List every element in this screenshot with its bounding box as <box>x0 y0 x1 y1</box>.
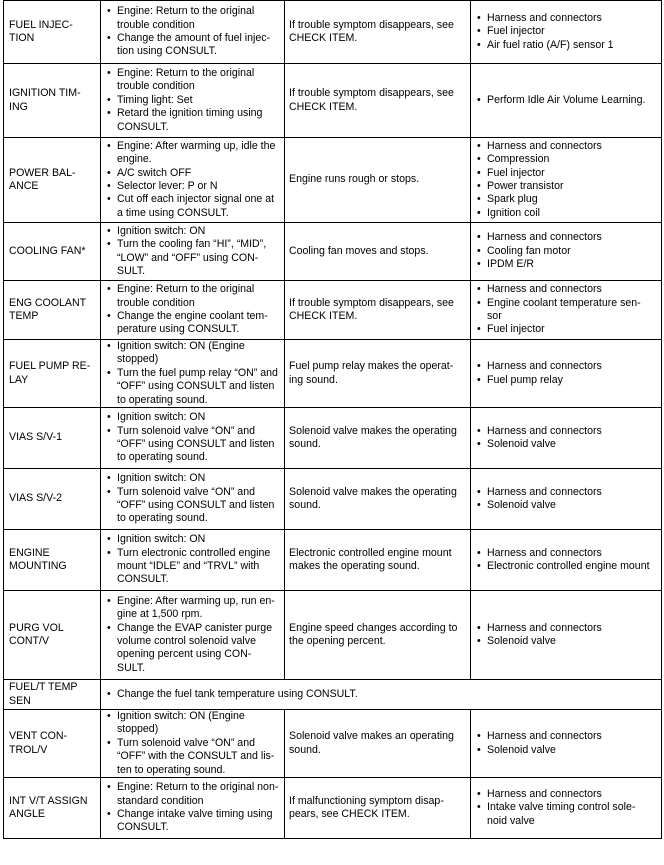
bullet-item <box>105 533 281 546</box>
check-item-cell <box>471 138 662 223</box>
bullet-text: Harness and connectors <box>487 621 602 634</box>
description-text: Electronic controlled engine mount makes the operating sound. <box>289 546 452 573</box>
test-item-name: PURG VOL CONT/V <box>9 621 64 648</box>
test-item-name: INT V/T ASSIGN ANGLE <box>9 794 88 821</box>
bullet-text: Turn the cooling fan “HI”, “MID”, “LOW” and “OFF” using CON- SULT. <box>117 238 267 277</box>
condition-list <box>105 688 658 701</box>
bullet-item <box>475 140 661 153</box>
description-text: Fuel pump relay makes the operat- ing sound. <box>289 360 454 386</box>
condition-cell <box>101 469 285 530</box>
bullet-text: Engine: After warming up, idle the engine. <box>117 139 276 166</box>
table-row <box>4 469 662 530</box>
table-row <box>4 1 662 64</box>
bullet-text: Change intake valve timing using CONSULT. <box>117 808 273 834</box>
work-support-table <box>3 0 662 839</box>
description-cell <box>285 1 471 64</box>
test-item-name: VENT CON- TROL/V <box>9 730 68 756</box>
test-item-name: VIAS S/V-1 <box>9 431 62 444</box>
bullet-text: Engine: After warming up, run en- gine at 1,500 rpm. <box>117 594 275 621</box>
bullet-text: Ignition switch: ON (Engine stopped) <box>117 340 245 366</box>
bullet-text: Intake valve timing control sole- noid valve <box>487 801 636 827</box>
bullet-text: Perform Idle Air Volume Learning. <box>487 93 646 106</box>
condition-list <box>105 140 281 220</box>
condition-cell <box>101 408 285 469</box>
condition-list <box>105 595 281 675</box>
bullet-text: Ignition switch: ON <box>117 533 206 546</box>
test-item-cell <box>4 680 101 710</box>
bullet-item <box>475 744 661 757</box>
bullet-text: Harness and connectors <box>487 11 602 24</box>
check-item-cell <box>471 469 662 530</box>
condition-cell <box>101 680 662 710</box>
bullet-item <box>105 411 281 424</box>
bullet-item <box>475 788 661 801</box>
description-cell <box>285 138 471 223</box>
bullet-text: Harness and connectors <box>487 360 602 373</box>
bullet-text: IPDM E/R <box>487 258 535 271</box>
bullet-text: Ignition switch: ON <box>117 411 206 424</box>
description-cell <box>285 530 471 591</box>
bullet-text: Harness and connectors <box>487 485 602 498</box>
bullet-item <box>475 635 661 648</box>
check-item-list <box>475 231 661 271</box>
test-item-name: COOLING FAN* <box>9 244 86 257</box>
test-item-cell <box>4 64 101 138</box>
bullet-item <box>105 32 281 59</box>
check-item-cell <box>471 591 662 680</box>
condition-list <box>105 781 281 835</box>
bullet-item <box>475 231 661 244</box>
bullet-text: Change the EVAP canister purge volume control solenoid valve opening percent using CON- SULT. <box>117 621 273 674</box>
bullet-text: Engine coolant temperature sen- sor <box>487 296 641 322</box>
table-row <box>4 138 662 223</box>
bullet-text: Fuel injector <box>487 25 545 38</box>
bullet-item <box>105 5 281 32</box>
bullet-text: Harness and connectors <box>487 283 602 296</box>
bullet-text: Fuel injector <box>487 323 545 336</box>
check-item-cell <box>471 778 662 839</box>
bullet-item <box>475 622 661 635</box>
bullet-item <box>475 245 661 258</box>
check-item-list <box>475 140 661 220</box>
bullet-text: Turn solenoid valve “ON” and “OFF” with the CONSULT and lis- ten to operating sound. <box>117 736 275 776</box>
bullet-item <box>475 283 661 296</box>
bullet-item <box>475 12 661 25</box>
bullet-item <box>475 167 661 180</box>
bullet-item <box>105 808 281 835</box>
bullet-item <box>475 486 661 499</box>
test-item-cell <box>4 530 101 591</box>
check-item-cell <box>471 281 662 340</box>
condition-cell <box>101 64 285 138</box>
check-item-list <box>475 730 661 757</box>
description-text: Solenoid valve makes the operating sound. <box>289 424 457 451</box>
bullet-item <box>105 225 281 238</box>
check-item-list <box>475 283 661 337</box>
bullet-item <box>105 688 658 701</box>
bullet-item <box>475 801 661 828</box>
bullet-text: Selector lever: P or N <box>117 180 218 192</box>
bullet-text: Change the amount of fuel injec- tion using CONSULT. <box>117 32 271 58</box>
table-row <box>4 530 662 591</box>
description-cell <box>285 340 471 408</box>
test-item-name: FUEL INJEC- TION <box>9 18 73 44</box>
bullet-text: Change the fuel tank temperature using CONSULT. <box>117 687 358 700</box>
condition-cell <box>101 530 285 591</box>
bullet-item <box>475 560 661 573</box>
bullet-text: Change the engine coolant tem- perature using CONSULT. <box>117 310 268 336</box>
bullet-text: Power transistor <box>487 180 564 192</box>
bullet-item <box>475 193 661 206</box>
bullet-text: Solenoid valve <box>487 438 556 451</box>
description-text: If trouble symptom disappears, see CHECK ITEM. <box>289 18 454 44</box>
bullet-text: Harness and connectors <box>487 787 602 800</box>
bullet-item <box>105 167 281 180</box>
check-item-cell <box>471 64 662 138</box>
bullet-item <box>475 499 661 512</box>
bullet-item <box>475 258 661 271</box>
bullet-text: Solenoid valve <box>487 635 556 648</box>
bullet-text: Harness and connectors <box>487 424 602 437</box>
description-cell <box>285 223 471 281</box>
check-item-cell <box>471 408 662 469</box>
bullet-item <box>105 94 281 107</box>
test-item-cell <box>4 710 101 778</box>
bullet-item <box>105 310 281 337</box>
description-text: Engine speed changes according to the opening percent. <box>289 621 458 648</box>
condition-cell <box>101 710 285 778</box>
bullet-text: Harness and connectors <box>487 139 602 152</box>
bullet-item <box>475 323 661 336</box>
test-item-cell <box>4 281 101 340</box>
bullet-text: Engine: Return to the original non-standard condition <box>117 781 279 807</box>
description-text: If malfunctioning symptom disap- pears, see CHECK ITEM. <box>289 794 444 821</box>
bullet-item <box>105 193 281 220</box>
bullet-text: Ignition switch: ON <box>117 472 206 485</box>
bullet-item <box>475 730 661 743</box>
bullet-text: Engine: Return to the original trouble condition <box>117 283 255 309</box>
description-cell <box>285 469 471 530</box>
bullet-item <box>475 297 661 324</box>
description-cell <box>285 778 471 839</box>
bullet-item <box>105 67 281 94</box>
check-item-list <box>475 788 661 828</box>
bullet-item <box>105 140 281 167</box>
test-item-cell <box>4 223 101 281</box>
bullet-text: Fuel pump relay <box>487 373 563 386</box>
bullet-text: Turn solenoid valve “ON” and “OFF” using CONSULT and listen to operating sound. <box>117 485 275 525</box>
condition-list <box>105 472 281 526</box>
test-item-cell <box>4 778 101 839</box>
description-text: Solenoid valve makes the operating sound. <box>289 485 457 512</box>
bullet-item <box>105 486 281 526</box>
check-item-list <box>475 486 661 513</box>
bullet-item <box>105 340 281 367</box>
bullet-item <box>105 425 281 465</box>
description-text: Cooling fan moves and stops. <box>289 244 429 257</box>
bullet-item <box>475 360 661 373</box>
condition-cell <box>101 778 285 839</box>
table-row <box>4 710 662 778</box>
bullet-item <box>105 283 281 310</box>
description-text: If trouble symptom disappears, see CHECK ITEM. <box>289 87 454 113</box>
description-text: Solenoid valve makes an operating sound. <box>289 730 454 756</box>
bullet-text: Harness and connectors <box>487 231 602 244</box>
condition-list <box>105 5 281 59</box>
condition-cell <box>101 281 285 340</box>
bullet-item <box>105 367 281 407</box>
bullet-text: Turn the fuel pump relay “ON” and “OFF” using CONSULT and listen to operating sound. <box>117 366 278 406</box>
table-row <box>4 64 662 138</box>
table-row <box>4 408 662 469</box>
condition-list <box>105 340 281 407</box>
bullet-item <box>105 781 281 808</box>
check-item-cell <box>471 710 662 778</box>
bullet-item <box>475 207 661 220</box>
bullet-item <box>105 622 281 676</box>
bullet-text: Harness and connectors <box>487 730 602 743</box>
condition-list <box>105 225 281 279</box>
condition-cell <box>101 1 285 64</box>
check-item-list <box>475 12 661 52</box>
bullet-text: Solenoid valve <box>487 743 556 756</box>
test-item-name: IGNITION TIM- ING <box>9 87 81 113</box>
bullet-text: Timing light: Set <box>117 93 193 106</box>
check-item-list <box>475 425 661 452</box>
bullet-text: Turn solenoid valve “ON” and “OFF” using CONSULT and listen to operating sound. <box>117 424 275 464</box>
description-cell <box>285 710 471 778</box>
bullet-item <box>475 438 661 451</box>
test-item-cell <box>4 591 101 680</box>
condition-cell <box>101 340 285 408</box>
test-item-cell <box>4 469 101 530</box>
bullet-text: Ignition switch: ON (Engine stopped) <box>117 710 245 736</box>
bullet-text: Ignition switch: ON <box>117 224 206 237</box>
check-item-list <box>475 94 661 107</box>
bullet-text: Spark plug <box>487 193 538 206</box>
bullet-item <box>105 737 281 777</box>
test-item-cell <box>4 408 101 469</box>
description-cell <box>285 591 471 680</box>
bullet-item <box>475 425 661 438</box>
bullet-item <box>105 472 281 485</box>
check-item-cell <box>471 530 662 591</box>
bullet-text: Fuel injector <box>487 166 545 179</box>
check-item-cell <box>471 340 662 408</box>
bullet-text: Retard the ignition timing using CONSULT. <box>117 107 263 133</box>
bullet-text: A/C switch OFF <box>117 166 192 179</box>
bullet-item <box>475 153 661 166</box>
test-item-name: ENGINE MOUNTING <box>9 546 67 573</box>
bullet-item <box>105 107 281 134</box>
bullet-text: Turn electronic controlled engine mount “IDLE” and “TRVL” with CONSULT. <box>117 546 271 586</box>
condition-list <box>105 283 281 337</box>
table-body <box>4 1 662 839</box>
table-row <box>4 340 662 408</box>
test-item-name: FUEL PUMP RE- LAY <box>9 360 91 386</box>
description-cell <box>285 281 471 340</box>
test-item-cell <box>4 1 101 64</box>
check-item-cell <box>471 223 662 281</box>
bullet-item <box>105 547 281 587</box>
bullet-item <box>475 25 661 38</box>
test-item-name: POWER BAL- ANCE <box>9 166 76 192</box>
bullet-item <box>105 595 281 622</box>
description-cell <box>285 64 471 138</box>
bullet-text: Solenoid valve <box>487 499 556 512</box>
condition-cell <box>101 138 285 223</box>
bullet-text: Cut off each injector signal one at a time using CONSULT. <box>117 193 275 219</box>
description-text: If trouble symptom disappears, see CHECK ITEM. <box>289 296 454 322</box>
bullet-text: Compression <box>487 153 550 166</box>
check-item-list <box>475 360 661 387</box>
condition-list <box>105 67 281 134</box>
bullet-text: Cooling fan motor <box>487 244 571 257</box>
bullet-item <box>475 94 661 107</box>
bullet-text: Engine: Return to the original trouble condition <box>117 66 255 93</box>
table-row <box>4 223 662 281</box>
bullet-item <box>105 238 281 278</box>
table-row <box>4 778 662 839</box>
bullet-item <box>475 39 661 52</box>
bullet-item <box>105 180 281 193</box>
condition-list <box>105 710 281 777</box>
test-item-name: FUEL/T TEMP SEN <box>9 681 78 707</box>
description-cell <box>285 408 471 469</box>
bullet-text: Ignition coil <box>487 206 540 219</box>
test-item-name: VIAS S/V-2 <box>9 492 62 505</box>
table-row <box>4 591 662 680</box>
condition-cell <box>101 591 285 680</box>
bullet-item <box>475 547 661 560</box>
description-text: Engine runs rough or stops. <box>289 173 420 186</box>
bullet-item <box>475 374 661 387</box>
condition-cell <box>101 223 285 281</box>
test-item-name: ENG COOLANT TEMP <box>9 296 87 322</box>
condition-list <box>105 533 281 587</box>
bullet-item <box>105 710 281 737</box>
bullet-text: Electronic controlled engine mount <box>487 560 650 573</box>
check-item-cell <box>471 1 662 64</box>
test-item-cell <box>4 340 101 408</box>
table-row <box>4 281 662 340</box>
bullet-text: Air fuel ratio (A/F) sensor 1 <box>487 38 614 51</box>
check-item-list <box>475 547 661 574</box>
table-row <box>4 680 662 710</box>
bullet-item <box>475 180 661 193</box>
test-item-cell <box>4 138 101 223</box>
condition-list <box>105 411 281 465</box>
check-item-list <box>475 622 661 649</box>
bullet-text: Engine: Return to the original trouble condition <box>117 5 255 31</box>
bullet-text: Harness and connectors <box>487 546 602 559</box>
